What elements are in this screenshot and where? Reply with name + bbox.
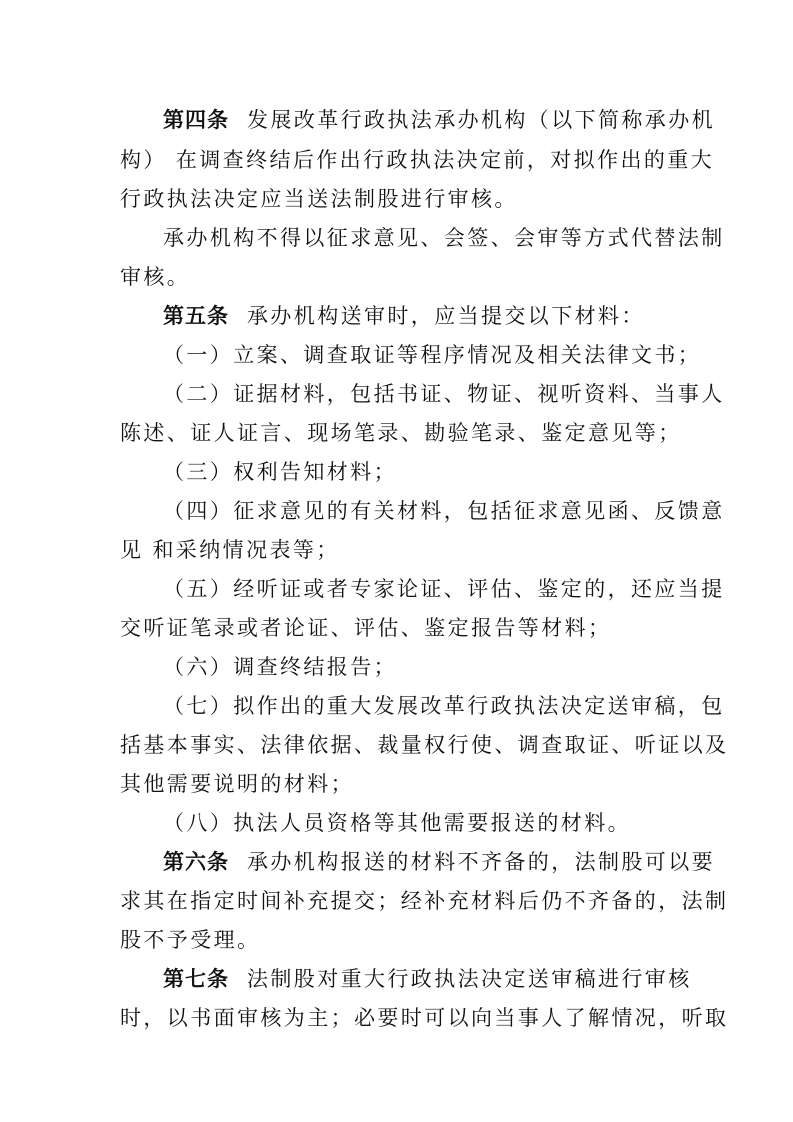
article-7-line-1 [163,965,692,993]
item-3-line-1: （三）权利告知材料； [163,460,397,484]
item-7-line-3: 其他需要说明的材料； [120,772,354,796]
article-4-text-1: 发展改革行政执法承办机构（以下简称承办机 [247,108,715,132]
item-7-line-1: （七）拟作出的重大发展改革行政执法决定送审稿，包 [163,694,725,718]
article-4-line-1 [163,106,715,134]
article-6-line-1 [163,848,715,876]
article-5-text-1: 承办机构送审时，应当提交以下材料： [247,304,645,328]
article-5-label: 第五条 [163,304,229,328]
article-6-line-3: 股不予受理。 [120,928,261,952]
article-4-label: 第四条 [163,108,229,132]
article-6-text-1: 承办机构报送的材料不齐备的，法制股可以要 [247,850,715,874]
item-8-line-1: （八）执法人员资格等其他需要报送的材料。 [163,811,631,835]
article-6-line-2: 求其在指定时间补充提交；经补充材料后仍不齐备的，法制 [120,889,729,913]
item-1-line-1: （一）立案、调查取证等程序情况及相关法律文书； [163,343,702,367]
item-4-line-2: 见 和采纳情况表等； [120,538,340,562]
item-4-line-1: （四）征求意见的有关材料，包括征求意见函、反馈意 [163,499,725,523]
article-6-label: 第六条 [163,850,229,874]
item-5-line-2: 交听证笔录或者论证、评估、鉴定报告等材料； [120,616,612,640]
item-2-line-1: （二）证据材料，包括书证、物证、视听资料、当事人 [163,382,725,406]
item-7-line-2: 括基本事实、法律依据、裁量权行使、调查取证、听证以及 [120,733,729,757]
article-7-text-1: 法制股对重大行政执法决定送审稿进行审核 [247,967,692,991]
article-7-label: 第七条 [163,967,229,991]
article-7-line-2: 时，以书面审核为主；必要时可以向当事人了解情况，听取 [120,1006,729,1030]
article-4-line-3: 行政执法决定应当送法制股进行审核。 [120,187,518,211]
article-5-line-1 [163,302,680,330]
item-6-line-1: （六）调查终结报告； [163,655,397,679]
article-4-line-2: 构） 在调查终结后作出行政执法决定前，对拟作出的重大 [120,148,715,172]
paragraph-line-2: 审核。 [120,265,191,289]
paragraph-line-1: 承办机构不得以征求意见、会签、会审等方式代替法制 [163,226,725,250]
item-2-line-2: 陈述、证人证言、现场笔录、勘验笔录、鉴定意见等； [120,421,682,445]
item-5-line-1: （五）经听证或者专家论证、评估、鉴定的，还应当提 [163,577,725,601]
